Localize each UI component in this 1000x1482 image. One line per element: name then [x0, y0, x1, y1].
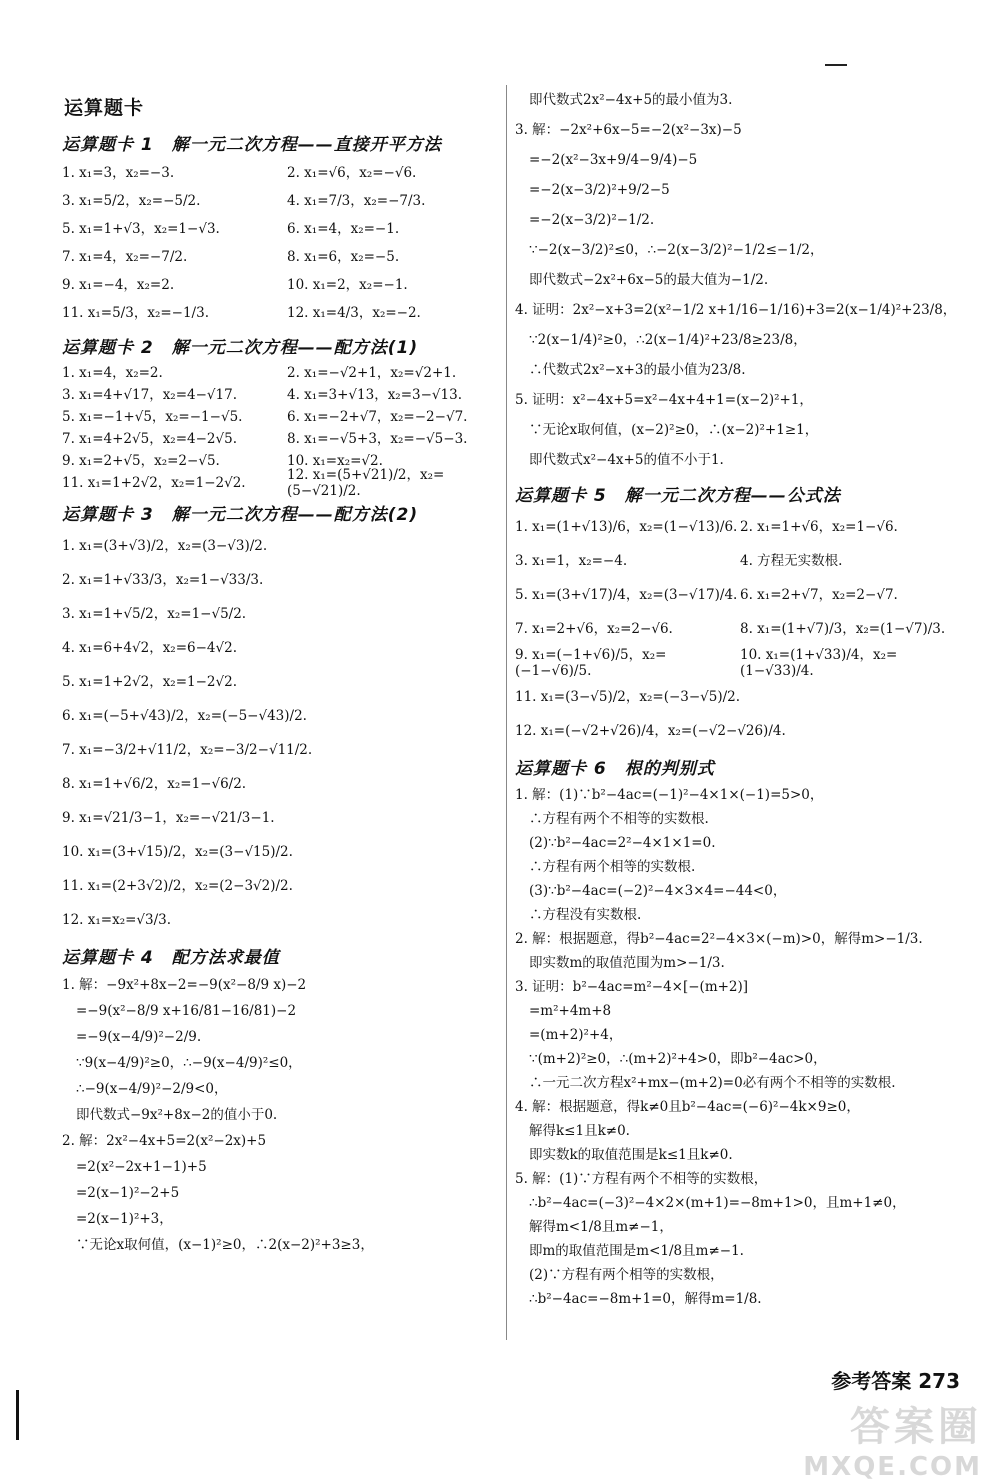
- answer-line: =−2(x−3/2)²−1/2.: [529, 211, 655, 228]
- answer-item: 1. x₁=(1+√13)/6，x₂=(1−√13)/6.: [515, 518, 738, 535]
- answer-line: =2(x²−2x+1−1)+5: [76, 1158, 207, 1175]
- answer-item: 7. x₁=4+2√5，x₂=4−2√5.: [62, 430, 237, 447]
- answer-row: [62, 299, 502, 327]
- answer-row: [515, 578, 965, 612]
- answer-line: 即代数式−2x²+6x−5的最大值为−1/2.: [529, 271, 769, 288]
- section-title-6: 运算题卡 6 根的判别式: [515, 759, 715, 779]
- answer-line: 1. 解：(1)∵b²−4ac=(−1)²−4×1×(−1)=5>0，: [515, 786, 824, 803]
- answer-line: 5. x₁=1+2√2，x₂=1−2√2.: [62, 673, 237, 690]
- answer-row: [62, 271, 502, 299]
- answer-item: 2. x₁=√6，x₂=−√6.: [287, 164, 417, 181]
- answer-line: ∴代数式2x²−x+3的最小值为23/8.: [529, 361, 746, 378]
- answer-line: 5. 解：(1)∵方程有两个不相等的实数根，: [515, 1170, 768, 1187]
- answer-row: [62, 384, 502, 406]
- answer-line: (2)∵b²−4ac=2²−4×1×1=0.: [529, 834, 716, 851]
- answer-row: [515, 510, 965, 544]
- answer-line: 6. x₁=(−5+√43)/2，x₂=(−5−√43)/2.: [62, 707, 307, 724]
- answer-item: 12. x₁=4/3，x₂=−2.: [287, 304, 421, 321]
- answer-item: 7. x₁=2+√6，x₂=2−√6.: [515, 620, 673, 637]
- top-rule: [825, 64, 847, 66]
- answer-line: 即代数式−9x²+8x−2的值小于0.: [76, 1106, 278, 1123]
- answer-line: ∵无论x取何值，(x−2)²≥0，∴(x−2)²+1≥1，: [529, 421, 819, 438]
- answer-row: [62, 362, 502, 384]
- answer-item: 1. x₁=3，x₂=−3.: [62, 164, 175, 181]
- answer-line: 解得m<1/8且m≠−1，: [529, 1218, 673, 1235]
- answer-row: [515, 612, 965, 646]
- answer-item: 10. x₁=x₂=√2.: [287, 452, 383, 469]
- answer-item: 5. x₁=−1+√5，x₂=−1−√5.: [62, 408, 243, 425]
- answer-line: 1. x₁=(3+√3)/2，x₂=(3−√3)/2.: [62, 537, 268, 554]
- answer-item: 10. x₁=(1+√33)/4，x₂=(1−√33)/4.: [740, 646, 898, 679]
- section-title-3: 运算题卡 3 解一元二次方程——配方法(2): [62, 505, 419, 525]
- answer-row: [62, 428, 502, 450]
- watermark-bottom: MXQE.COM: [803, 1452, 982, 1482]
- answer-item: 12. x₁=(5+√21)/2，x₂=(5−√21)/2.: [287, 466, 445, 499]
- answer-line: 9. x₁=√21/3−1，x₂=−√21/3−1.: [62, 809, 275, 826]
- answer-line: 即实数k的取值范围是k≤1且k≠0.: [529, 1146, 733, 1163]
- left-column: [62, 85, 502, 1258]
- answer-item: 3. x₁=5/2，x₂=−5/2.: [62, 192, 201, 209]
- answer-item: 11. x₁=5/3，x₂=−1/3.: [62, 304, 209, 321]
- answer-line: 3. x₁=1+√5/2，x₂=1−√5/2.: [62, 605, 247, 622]
- answer-line: (2)∵方程有两个相等的实数根，: [529, 1266, 724, 1283]
- answer-line: 4. 解：根据题意，得k≠0且b²−4ac=(−6)²−4k×9≥0，: [515, 1098, 860, 1115]
- answer-item: 5. x₁=1+√3，x₂=1−√3.: [62, 220, 220, 237]
- answer-line: =−2(x²−3x+9/4−9/4)−5: [529, 151, 698, 168]
- answer-row: [62, 159, 502, 187]
- answer-line: 3. 证明：b²−4ac=m²−4×[−(m+2)]: [515, 978, 749, 995]
- answer-item: 8. x₁=(1+√7)/3，x₂=(1−√7)/3.: [740, 620, 946, 637]
- answer-line: =2(x−1)²+3，: [76, 1210, 173, 1227]
- answer-line: =−9(x−4/9)²−2/9.: [76, 1028, 202, 1045]
- section-title-1: 运算题卡 1 解一元二次方程——直接开平方法: [62, 135, 442, 155]
- answer-line: 即代数式x²−4x+5的值不小于1.: [529, 451, 724, 468]
- section-title-2: 运算题卡 2 解一元二次方程——配方法(1): [62, 338, 419, 358]
- answer-line: =2(x−1)²−2+5: [76, 1184, 180, 1201]
- answer-item: 10. x₁=2，x₂=−1.: [287, 276, 408, 293]
- answer-line: ∵9(x−4/9)²≥0，∴−9(x−4/9)²≤0，: [76, 1054, 302, 1071]
- answer-line: 11. x₁=(2+3√2)/2，x₂=(2−3√2)/2.: [62, 877, 293, 894]
- answer-line: 2. 解：根据题意，得b²−4ac=2²−4×3×(−m)>0，解得m>−1/3.: [515, 930, 923, 947]
- answer-line: ∴方程有两个不相等的实数根.: [529, 810, 709, 827]
- answer-row: [62, 215, 502, 243]
- answer-item: 4. 方程无实数根.: [740, 552, 843, 569]
- answer-line: 解得k≤1且k≠0.: [529, 1122, 630, 1139]
- answer-line: ∵2(x−1/4)²≥0，∴2(x−1/4)²+23/8≥23/8，: [529, 331, 807, 348]
- answer-line: 即实数m的取值范围为m>−1/3.: [529, 954, 725, 971]
- answer-item: 3. x₁=4+√17，x₂=4−√17.: [62, 386, 237, 403]
- answer-line: 2. 解：2x²−4x+5=2(x²−2x)+5: [62, 1132, 267, 1149]
- answer-item: 1. x₁=4，x₂=2.: [62, 364, 163, 381]
- answer-line: 8. x₁=1+√6/2，x₂=1−√6/2.: [62, 775, 247, 792]
- answer-line: 4. x₁=6+4√2，x₂=6−4√2.: [62, 639, 237, 656]
- watermark: [803, 1395, 982, 1482]
- answer-line: 3. 解：−2x²+6x−5=−2(x²−3x)−5: [515, 121, 742, 138]
- footer-label: 参考答案: [831, 1369, 912, 1393]
- answer-item: 9. x₁=−4，x₂=2.: [62, 276, 175, 293]
- answer-item: 11. x₁=1+2√2，x₂=1−2√2.: [62, 474, 246, 491]
- answer-line: ∵(m+2)²≥0，∴(m+2)²+4>0，即b²−4ac>0，: [529, 1050, 827, 1067]
- watermark-top: 答案圈: [850, 1404, 982, 1450]
- answer-item: 2. x₁=1+√6，x₂=1−√6.: [740, 518, 898, 535]
- right-column: [515, 85, 965, 1311]
- column-divider: [506, 85, 507, 1340]
- answer-row: [515, 544, 965, 578]
- answer-line: 7. x₁=−3/2+√11/2，x₂=−3/2−√11/2.: [62, 741, 313, 758]
- answer-line: 12. x₁=(−√2+√26)/4，x₂=(−√2−√26)/4.: [515, 722, 786, 739]
- answer-line: 2. x₁=1+√33/3，x₂=1−√33/3.: [62, 571, 264, 588]
- answer-row: [62, 406, 502, 428]
- answer-item: 9. x₁=2+√5，x₂=2−√5.: [62, 452, 220, 469]
- answer-line: 5. 证明：x²−4x+5=x²−4x+4+1=(x−2)²+1，: [515, 391, 813, 408]
- answer-item: 7. x₁=4，x₂=−7/2.: [62, 248, 188, 265]
- answer-line: 即m的取值范围是m<1/8且m≠−1.: [529, 1242, 744, 1259]
- page-title: 运算题卡: [64, 97, 145, 119]
- answer-line: =−9(x²−8/9 x+16/81−16/81)−2: [76, 1002, 297, 1019]
- answer-item: 4. x₁=7/3，x₂=−7/3.: [287, 192, 426, 209]
- margin-mark: [16, 1390, 19, 1440]
- answer-line: ∴b²−4ac=−8m+1=0，解得m=1/8.: [529, 1290, 762, 1307]
- answer-line: =−2(x−3/2)²+9/2−5: [529, 181, 670, 198]
- answer-line: ∴方程没有实数根.: [529, 906, 642, 923]
- answer-line: =m²+4m+8: [529, 1002, 612, 1019]
- answer-line: ∵无论x取何值，(x−1)²≥0，∴2(x−2)²+3≥3，: [76, 1236, 374, 1253]
- section-title-4: 运算题卡 4 配方法求最值: [62, 948, 280, 968]
- answer-line: ∵−2(x−3/2)²≤0，∴−2(x−3/2)²−1/2≤−1/2，: [529, 241, 824, 258]
- answer-line: ∴b²−4ac=(−3)²−4×2×(m+1)=−8m+1>0，且m+1≠0，: [529, 1194, 906, 1211]
- answer-item: 3. x₁=1，x₂=−4.: [515, 552, 628, 569]
- answer-line: (3)∵b²−4ac=(−2)²−4×3×4=−44<0，: [529, 882, 787, 899]
- answer-item: 4. x₁=3+√13，x₂=3−√13.: [287, 386, 462, 403]
- answer-line: =(m+2)²+4，: [529, 1026, 623, 1043]
- answer-line: 4. 证明：2x²−x+3=2(x²−1/2 x+1/16−1/16)+3=2(x−1/4)²+23/8，: [515, 301, 957, 318]
- answer-line: 11. x₁=(3−√5)/2，x₂=(−3−√5)/2.: [515, 688, 741, 705]
- answer-line: 即代数式2x²−4x+5的最小值为3.: [529, 91, 733, 108]
- page-footer: [831, 1365, 960, 1394]
- answer-item: 5. x₁=(3+√17)/4，x₂=(3−√17)/4.: [515, 586, 738, 603]
- answer-item: 6. x₁=2+√7，x₂=2−√7.: [740, 586, 898, 603]
- answer-item: 6. x₁=4，x₂=−1.: [287, 220, 400, 237]
- answer-item: 9. x₁=(−1+√6)/5，x₂=(−1−√6)/5.: [515, 646, 667, 679]
- answer-line: 12. x₁=x₂=√3/3.: [62, 911, 172, 928]
- answer-item: 8. x₁=6，x₂=−5.: [287, 248, 400, 265]
- answer-line: ∴方程有两个相等的实数根.: [529, 858, 696, 875]
- section-title-5: 运算题卡 5 解一元二次方程——公式法: [515, 486, 841, 506]
- page-number: 273: [918, 1369, 960, 1393]
- answer-row: [62, 187, 502, 215]
- answer-line: ∴−9(x−4/9)²−2/9<0，: [76, 1080, 228, 1097]
- answer-item: 2. x₁=−√2+1，x₂=√2+1.: [287, 364, 457, 381]
- answer-line: 1. 解：−9x²+8x−2=−9(x²−8/9 x)−2: [62, 976, 307, 993]
- answer-line: 10. x₁=(3+√15)/2，x₂=(3−√15)/2.: [62, 843, 293, 860]
- answer-row: [62, 243, 502, 271]
- answer-row: [515, 646, 965, 680]
- answer-line: ∴一元二次方程x²+mx−(m+2)=0必有两个不相等的实数根.: [529, 1074, 896, 1091]
- answer-item: 8. x₁=−√5+3，x₂=−√5−3.: [287, 430, 468, 447]
- answer-item: 6. x₁=−2+√7，x₂=−2−√7.: [287, 408, 468, 425]
- answer-row: [62, 466, 502, 499]
